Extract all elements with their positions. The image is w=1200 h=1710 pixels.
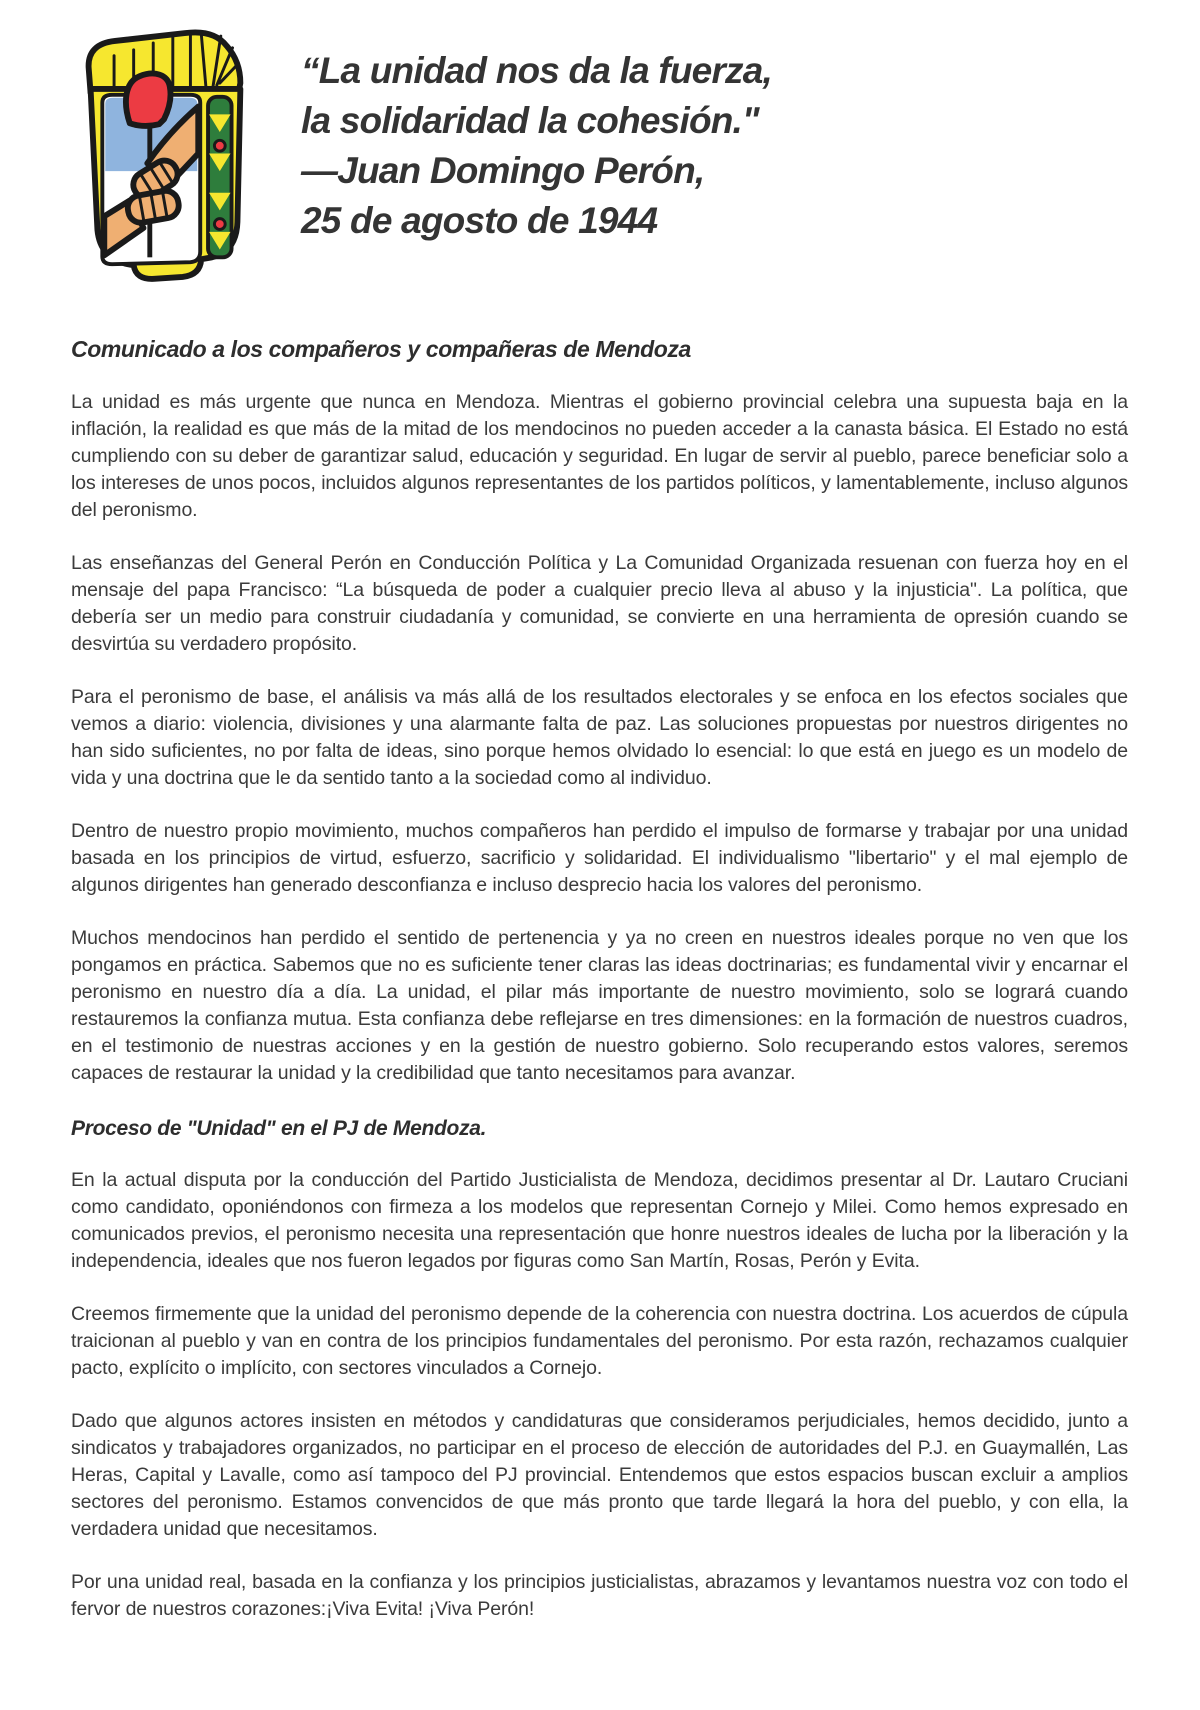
header-quote bbox=[301, 46, 772, 246]
paragraph-3: Para el peronismo de base, el análisis va más allá de los resultados electorales y se enfoca en los efectos sociales que vemos a diario: violencia, divisiones y una alarmante falta de paz. Las soluciones propuestas por nuestros dirigentes no han sido suficientes, no por falta de ideas, sino porque hemos olvidado lo esencial: lo que está en juego es un modelo de vida y una doctrina que le da sentido tanto a la sociedad como al individuo. bbox=[71, 686, 1128, 789]
paragraph-4: Dentro de nuestro propio movimiento, muchos compañeros han perdido el impulso de formarse y trabajar por una unidad basada en los principios de virtud, esfuerzo, sacrificio y solidaridad. El individualismo "libertario" y el mal ejemplo de algunos dirigentes han generado desconfianza e incluso desprecio hacia los valores del peronismo. bbox=[71, 820, 1128, 896]
section-heading-proceso: Proceso de "Unidad" en el PJ de Mendoza. bbox=[71, 1117, 487, 1140]
communique-body bbox=[71, 336, 1128, 1623]
paragraph-2: Las enseñanzas del General Perón en Conducción Política y La Comunidad Organizada resuenan con fuerza hoy en el mensaje del papa Francisco: “La búsqueda de poder a cualquier precio lleva al abuso y la injusticia". La política, que debería ser un medio para construir ciudadanía y comunidad, se convierte en una herramienta de opresión cuando se desvirtúa su verdadero propósito. bbox=[71, 552, 1128, 655]
quote-line-3: —Juan Domingo Perón, bbox=[301, 149, 705, 191]
paragraph-9: Por una unidad real, basada en la confianza y los principios justicialistas, abrazamos y levantamos nuestra voz con todo el fervor de nuestros corazones:¡Viva Evita! ¡Viva Perón! bbox=[71, 1571, 1128, 1620]
paragraph-6: En la actual disputa por la conducción del Partido Justicialista de Mendoza, decidimos presentar al Dr. Lautaro Cruciani como candidato, oponiéndonos con firmeza a los modelos que representan Cornejo y Milei. Como hemos expresado en comunicados previos, el peronismo necesita una representación que honre nuestros ideales de lucha por la liberación y la independencia, ideales que nos fueron legados por figuras como San Martín, Rosas, Perón y Evita. bbox=[71, 1169, 1128, 1272]
paragraph-1: La unidad es más urgente que nunca en Mendoza. Mientras el gobierno provincial celebra una supuesta baja en la inflación, la realidad es que más de la mitad de los mendocinos no pueden acceder a la canasta básica. El Estado no está cumpliendo con su deber de garantizar salud, educación y seguridad. En lugar de servir al pueblo, parece beneficiar solo a los intereses de unos pocos, incluidos algunos representantes de los partidos políticos, y lamentablemente, incluso algunos del peronismo. bbox=[71, 391, 1128, 521]
pj-shield-logo bbox=[71, 26, 257, 286]
quote-line-1: “La unidad nos da la fuerza, bbox=[301, 50, 773, 91]
paragraph-7: Creemos firmemente que la unidad del peronismo depende de la coherencia con nuestra doctrina. Los acuerdos de cúpula traicionan al pueblo y van en contra de los principios fundamentales del peronismo. Por esta razón, rechazamos cualquier pacto, explícito o implícito, con sectores vinculados a Cornejo. bbox=[71, 1303, 1128, 1379]
paragraph-5: Muchos mendocinos han perdido el sentido de pertenencia y ya no creen en nuestros ideales porque no ven que los pongamos en práctica. Sabemos que no es suficiente tener claras las ideas doctrinarias; es fundamental vivir y encarnar el peronismo en nuestro día a día. La unidad, el pilar más importante de nuestro movimiento, solo se logrará cuando restauremos la confianza mutua. Esta confianza debe reflejarse en tres dimensiones: en la formación de nuestros cuadros, en el testimonio de nuestras acciones y en la gestión de nuestro gobierno. Solo recuperando estos valores, seremos capaces de restaurar la unidad y la credibilidad que tanto necesitamos para avanzar. bbox=[71, 927, 1128, 1084]
section-heading-comunicado: Comunicado a los compañeros y compañeras de Mendoza bbox=[71, 336, 691, 362]
paragraph-8: Dado que algunos actores insisten en métodos y candidaturas que consideramos perjudiciales, hemos decidido, junto a sindicatos y trabajadores organizados, no participar en el proceso de elección de autoridades del P.J. en Guaymallén, Las Heras, Capital y Lavalle, como así tampoco del PJ provincial. Entendemos que estos espacios buscan excluir a amplios sectores del peronismo. Estamos convencidos de que más pronto que tarde llegará la hora del pueblo, y con ella, la verdadera unidad que necesitamos. bbox=[71, 1410, 1128, 1540]
quote-line-2: la solidaridad la cohesión." bbox=[301, 99, 759, 141]
masthead bbox=[71, 26, 1128, 286]
pj-party-shield-icon bbox=[71, 26, 257, 286]
quote-line-4: 25 de agosto de 1944 bbox=[301, 199, 658, 241]
